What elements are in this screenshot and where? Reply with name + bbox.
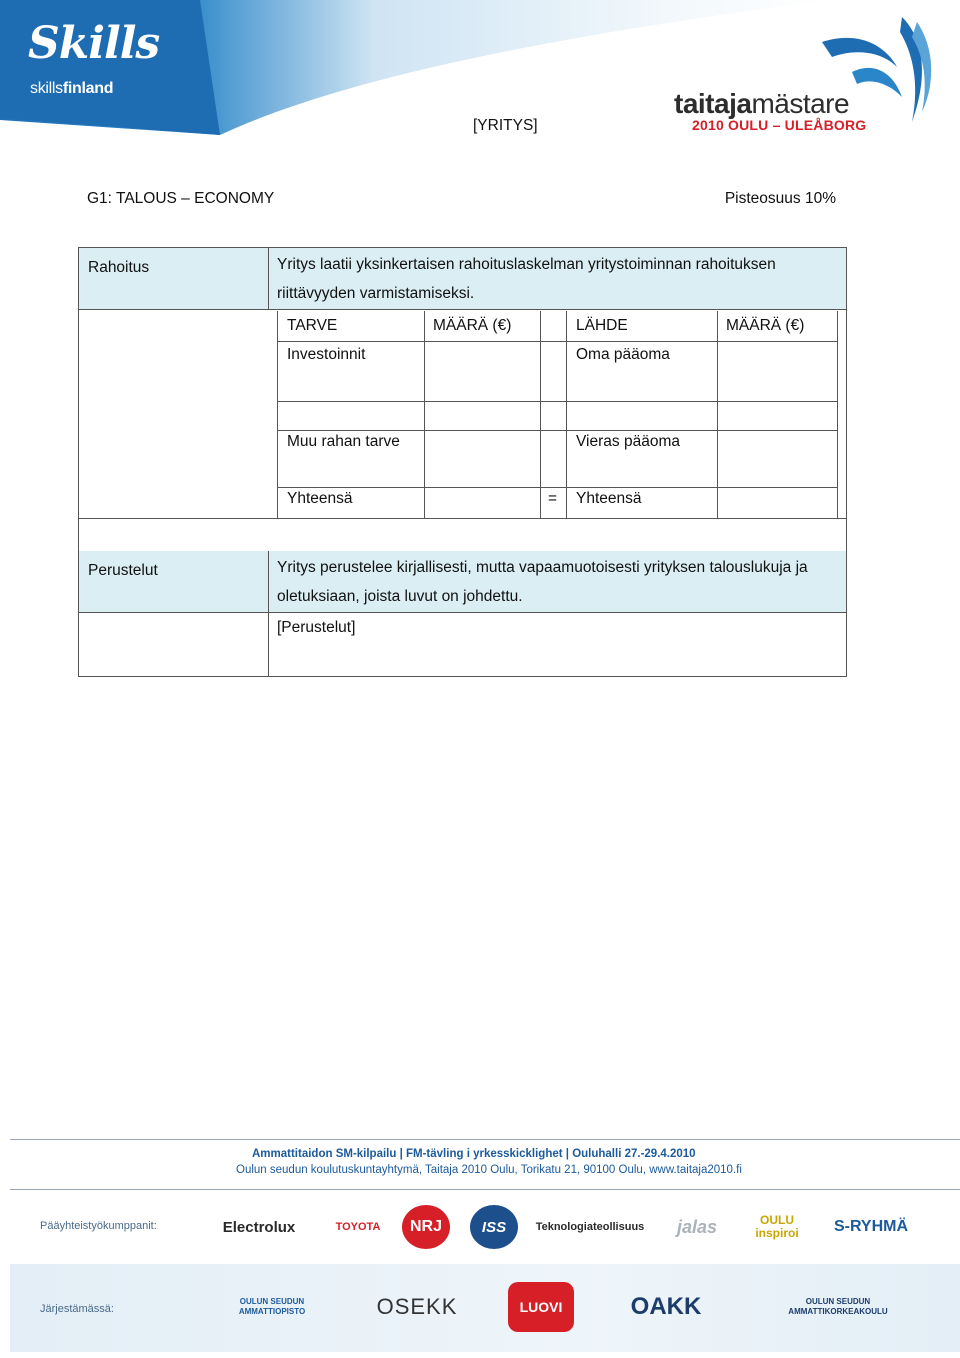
cell-total-source: Yhteensä bbox=[576, 490, 642, 507]
section-title: G1: TALOUS – ECONOMY bbox=[87, 190, 275, 207]
cell-other-cash-need: Muu rahan tarve bbox=[287, 433, 400, 450]
header-need-amount: MÄÄRÄ (€) bbox=[433, 317, 512, 334]
cell-own-equity: Oma pääoma bbox=[576, 346, 670, 363]
cell-investments: Investoinnit bbox=[287, 346, 366, 363]
justification-description: Yritys perustelee kirjallisesti, mutta vapaamuotoisesti yrityksen talouslukuja ja oletuksiaan, joista luvut on johdettu. bbox=[277, 559, 808, 605]
sponsor-electrolux-logo: Electrolux bbox=[222, 1218, 296, 1236]
sponsors-label: Pääyhteistyökumppanit: bbox=[40, 1220, 157, 1232]
financing-calculation-table bbox=[277, 311, 838, 519]
financing-description: Yritys laatii yksinkertaisen rahoituslaskelman yritystoiminnan rahoituksen riittävyyden varmistamiseksi. bbox=[277, 256, 776, 302]
justification-section bbox=[78, 551, 847, 677]
sponsor-teknologiateollisuus-logo: Teknologiateollisuus bbox=[535, 1221, 645, 1233]
logo-subtitle: skillsfinland bbox=[30, 80, 114, 97]
justification-placeholder[interactable]: [Perustelut] bbox=[277, 619, 356, 636]
footer-event-line: Ammattitaidon SM-kilpailu | FM-tävling i yrkesskicklighet | Ouluhalli 27.-29.4.2010 bbox=[252, 1148, 696, 1160]
footer-address-line: Oulun seudun koulutuskuntayhtymä, Taitaja 2010 Oulu, Torikatu 21, 90100 Oulu, www.taitaja2010.fi bbox=[236, 1164, 742, 1176]
organizer-oakk-logo: OAKK bbox=[630, 1293, 702, 1320]
swoosh-emblem-icon bbox=[812, 12, 942, 130]
organizer-osekk-logo: OSEKK bbox=[376, 1294, 458, 1319]
spacer-row bbox=[78, 518, 847, 552]
sponsor-oulu-inspiroi-logo: OULU inspiroi bbox=[755, 1213, 799, 1240]
header-source-amount: MÄÄRÄ (€) bbox=[726, 317, 805, 334]
sponsor-iss-logo: ISS bbox=[470, 1205, 518, 1249]
organizers-label: Järjestämässä: bbox=[40, 1303, 114, 1315]
financing-section bbox=[78, 247, 847, 519]
cell-debt-capital: Vieras pääoma bbox=[576, 433, 680, 450]
footer-divider-top bbox=[10, 1139, 960, 1140]
score-weight: Pisteosuus 10% bbox=[724, 190, 836, 207]
header-source: LÄHDE bbox=[576, 317, 628, 334]
organizer-oamk-logo: OULUN SEUDUN AMMATTIKORKEAKOULU bbox=[788, 1297, 888, 1316]
sponsor-nrj-logo: NRJ bbox=[402, 1205, 450, 1249]
logo-wordmark: Skills bbox=[28, 18, 160, 69]
organizer-luovi-logo: LUOVI bbox=[508, 1282, 574, 1332]
cell-equals: = bbox=[548, 490, 558, 507]
justification-label: Perustelut bbox=[88, 562, 158, 579]
financing-header-row bbox=[79, 248, 846, 310]
sponsor-s-ryhma-logo: S-RYHMÄ bbox=[833, 1218, 909, 1235]
sponsor-toyota-logo: TOYOTA bbox=[335, 1221, 381, 1233]
skillsfinland-logo bbox=[10, 8, 160, 108]
sponsor-jalas-logo: jalas bbox=[676, 1216, 718, 1237]
header-need: TARVE bbox=[287, 317, 338, 334]
taitaja-logo-title: taitajamästare bbox=[674, 88, 850, 119]
footer-divider-bottom bbox=[10, 1189, 960, 1190]
cell-total-need: Yhteensä bbox=[287, 490, 353, 507]
organizer-osao-logo: OULUN SEUDUN AMMATTIOPISTO bbox=[238, 1297, 306, 1316]
taitaja-logo-subtitle: 2010 OULU – ULEÅBORG bbox=[692, 117, 867, 133]
justification-header-row bbox=[79, 551, 846, 613]
document-tag: [YRITYS] bbox=[473, 117, 538, 134]
financing-label: Rahoitus bbox=[88, 259, 150, 276]
